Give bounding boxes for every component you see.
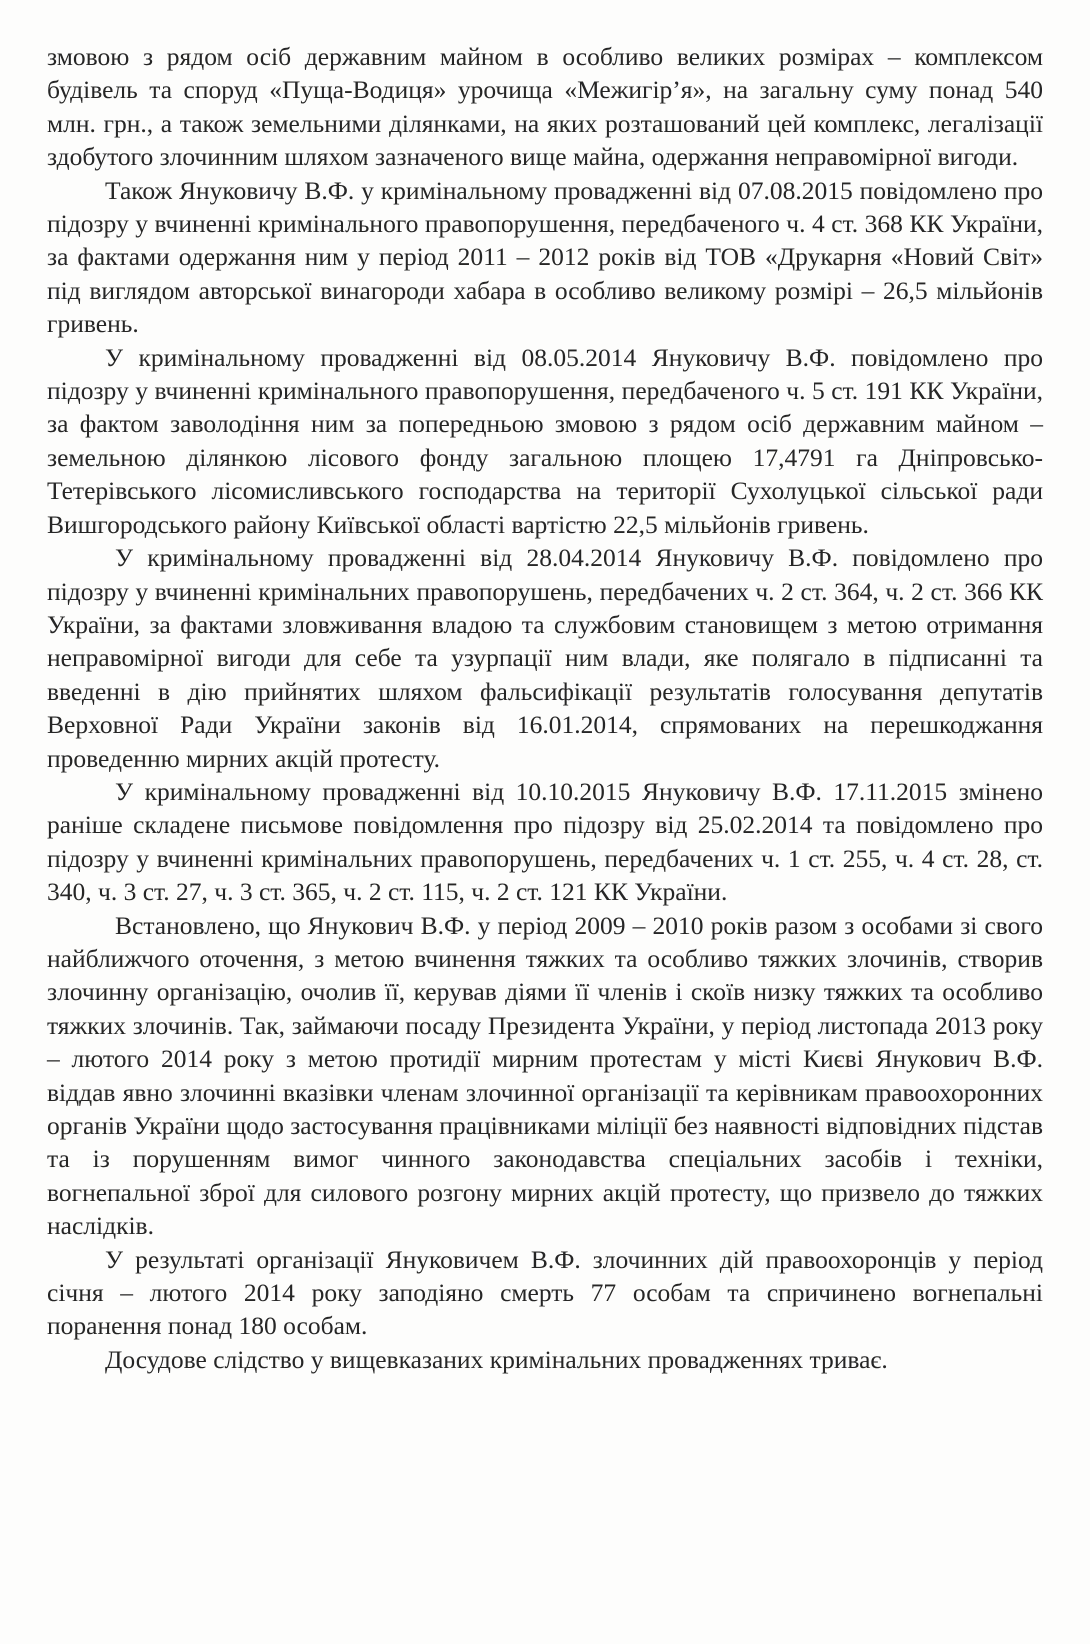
paragraph-casualties: У результаті організації Януковичем В.Ф. злочинних дій правоохоронців у період січня – лютого 2014 року заподіяно смерть 77 особам та спричинено вогнепальні поранення понад 180 особам. bbox=[47, 1244, 1043, 1341]
paragraph-continuation: змовою з рядом осіб державним майном в особливо великих розмірах – комплексом будівель та споруд «Пуща-Водиця» урочища «Межигір’я», на загальну суму понад 540 млн. грн., а також земельними ділянками, на яких розташований цей комплекс, легалізації здобутого злочинним шляхом зазначеного вище майна, одержання неправомірної вигоди. bbox=[47, 42, 1043, 172]
paragraph-criminal-organization: Встановлено, що Янукович В.Ф. у період 2009 – 2010 років разом з особами зі свого найближчого оточення, з метою вчинення тяжких та особливо тяжких злочинів, створив злочинну організацію, очолив її, керував діями її членів і скоїв низку тяжких та особливо тяжких злочинів. Так, займаючи посаду Президента України, у період листопада 2013 року – лютого 2014 року з метою протидії мирним протестам у місті Києві Янукович В.Ф. віддав явно злочинні вказівки членам злочинної організації та керівникам правоохоронних органів України щодо застосування працівниками міліції без наявності відповідних підстав та із порушенням вимог чинного законодавства спеціальних засобів і техніки, вогнепальної зброї для силового розгону мирних акцій протесту, що призвело до тяжких наслідків. bbox=[47, 910, 1043, 1241]
paragraph-bribery-case: Також Януковичу В.Ф. у кримінальному провадженні від 07.08.2015 повідомлено про підозру у вчиненні кримінального правопорушення, передбаченого ч. 4 ст. 368 КК України, за фактами одержання ним у період 2011 – 2012 років від ТОВ «Друкарня «Новий Світ» під виглядом авторської винагороди хабара в особливо великому розмірі – 26,5 мільйонів гривень. bbox=[47, 175, 1043, 339]
paragraph-land-case: У кримінальному провадженні від 08.05.2014 Януковичу В.Ф. повідомлено про підозру у вчиненні кримінального правопорушення, передбаченого ч. 5 ст. 191 КК України, за фактом заволодіння ним за попередньою змовою з рядом осіб державним майном – земельною ділянкою лісового фонду загальною площею 17,4791 га Дніпровсько-Тетерівського лісомисливського господарства на території Сухолуцької сільської ради Вишгородського району Київської області вартістю 22,5 мільйонів гривень. bbox=[47, 342, 1043, 539]
paragraph-changed-suspicion: У кримінальному провадженні від 10.10.2015 Януковичу В.Ф. 17.11.2015 змінено раніше складене письмове повідомлення про підозру від 25.02.2014 та повідомлено про підозру у вчиненні кримінальних правопорушень, передбачених ч. 1 ст. 255, ч. 4 ст. 28, ст. 340, ч. 3 ст. 27, ч. 3 ст. 365, ч. 2 ст. 115, ч. 2 ст. 121 КК України. bbox=[47, 776, 1043, 907]
paragraph-usurpation-case: У кримінальному провадженні від 28.04.2014 Януковичу В.Ф. повідомлено про підозру у вчиненні кримінальних правопорушень, передбачених ч. 2 ст. 364, ч. 2 ст. 366 КК України, за фактами зловживання владою та службовим становищем з метою отримання неправомірної вигоди для себе та узурпації ним влади, яке полягало в підписанні та введенні в дію прийнятих шляхом фальсифікації результатів голосування депутатів Верховної Ради України законів від 16.01.2014, спрямованих на перешкоджання проведенню мирних акцій протесту. bbox=[47, 543, 1043, 773]
paragraph-investigation-ongoing: Досудове слідство у вищевказаних кримінальних провадженнях триває. bbox=[105, 1344, 888, 1374]
document-body bbox=[47, 40, 1043, 1376]
